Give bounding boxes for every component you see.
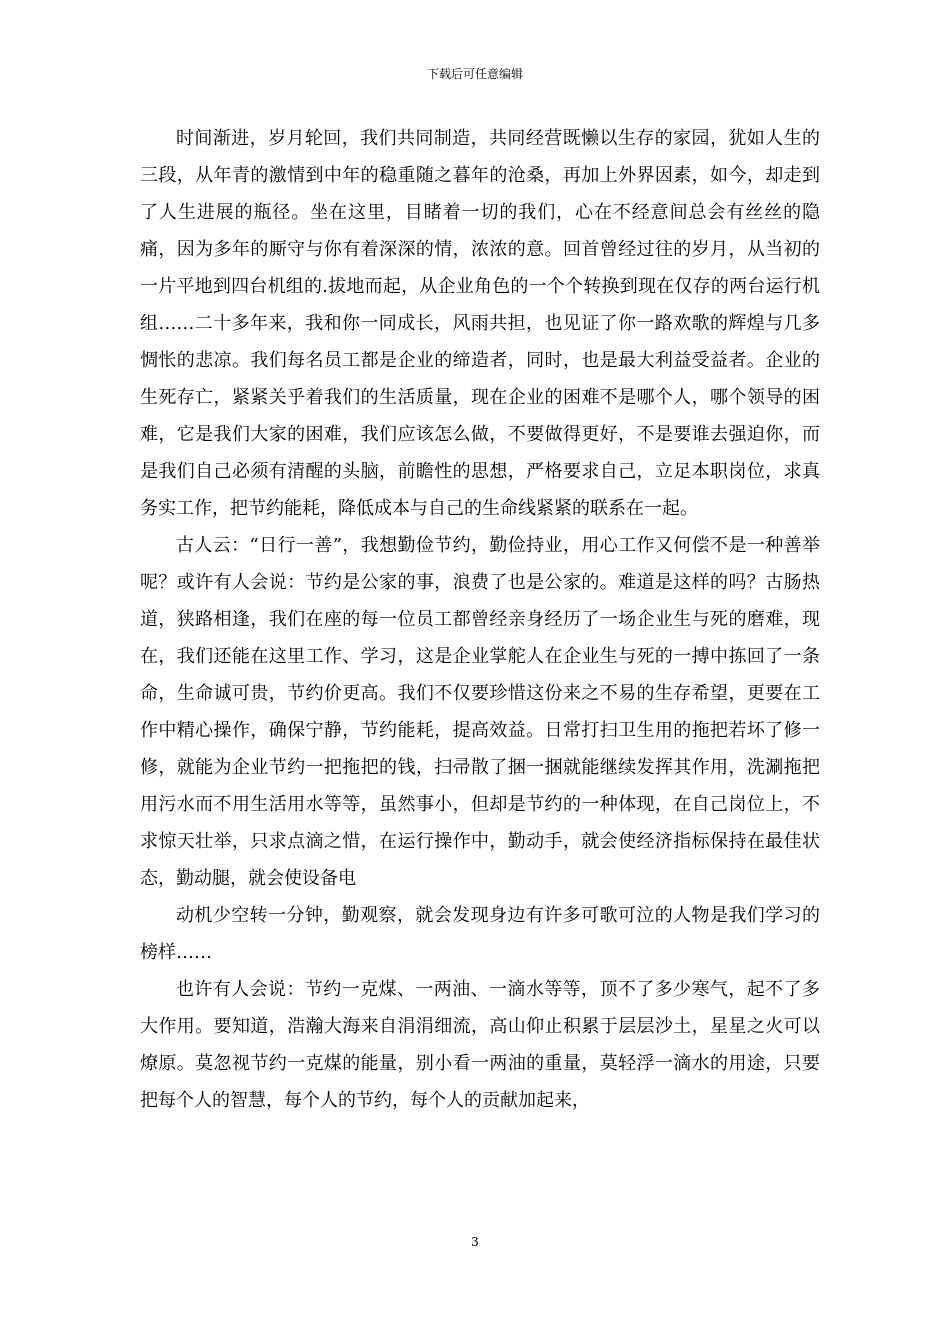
page-header: 下载后可任意编辑 (426, 67, 523, 81)
page-number: 3 (471, 1235, 479, 1249)
paragraph: 也许有人会说：节约一克煤、一两油、一滴水等等，顶不了多少寒气，起不了多大作用。要知道，浩瀚大海来自涓涓细流，高山仰止积累于层层沙土，星星之火可以燎原。莫忽视节约一克煤的能量，别小看一两油的重量，莫轻浮一滴水的用途，只要把每个人的智慧，每个人的节约，每个人的贡献加起来， (140, 979, 820, 1111)
paragraph: 古人云：“日行一善”，我想勤俭节约，勤俭持业，用心工作又何偿不是一种善举呢？或许有人会说：节约是公家的事，浪费了也是公家的。难道是这样的吗？古肠热道，狭路相逢，我们在座的每一位员工都曾经亲身经历了一场企业生与死的磨难，现在，我们还能在这里工作、学习，这是企业掌舵人在企业生与死的一搏中拣回了一条命，生命诚可贵，节约价更高。我们不仅要珍惜这份来之不易的生存希望，更要在工作中精心操作，确保宁静，节约能耗，提高效益。日常打扫卫生用的拖把若坏了修一修，就能为企业节约一把拖把的钱，扫帚散了捆一捆就能继续发挥其作用，洗涮拖把用污水而不用生活用水等等，虽然事小，但却是节约的一种体现，在自己岗位上，不求惊天壮举，只求点滴之惜，在运行操作中，勤动手，就会使经济指标保持在最佳状态，勤动腿，就会使设备电 (140, 535, 820, 889)
paragraph: 时间渐进，岁月轮回，我们共同制造，共同经营既懒以生存的家园，犹如人生的三段，从年青的激情到中年的稳重随之暮年的沧桑，再加上外界因素，如今，却走到了人生进展的瓶径。坐在这里，目睹着一切的我们，心在不经意间总会有丝丝的隐痛，因为多年的厮守与你有着深深的情，浓浓的意。回首曾经过往的岁月，从当初的一片平地到四台机组的.拔地而起，从企业角色的一个个转换到现在仅存的两台运行机组……二十多年来，我和你一同成长，风雨共担，也见证了你一路欢歌的辉煌与几多惆怅的悲凉。我们每名员工都是企业的缔造者，同时，也是最大利益受益者。企业的生死存亡，紧紧关乎着我们的生活质量，现在企业的困难不是哪个人，哪个领导的困难，它是我们大家的困难，我们应该怎么做，不要做得更好，不是要谁去强迫你，而是我们自己必须有清醒的头脑，前瞻性的思想，严格要求自己，立足本职岗位，求真务实工作，把节约能耗，降低成本与自己的生命线紧紧的联系在一起。 (140, 128, 820, 519)
document-body (140, 120, 820, 1119)
paragraph: 动机少空转一分钟，勤观察，就会发现身边有许多可歌可泣的人物是我们学习的榜样…… (140, 905, 820, 963)
